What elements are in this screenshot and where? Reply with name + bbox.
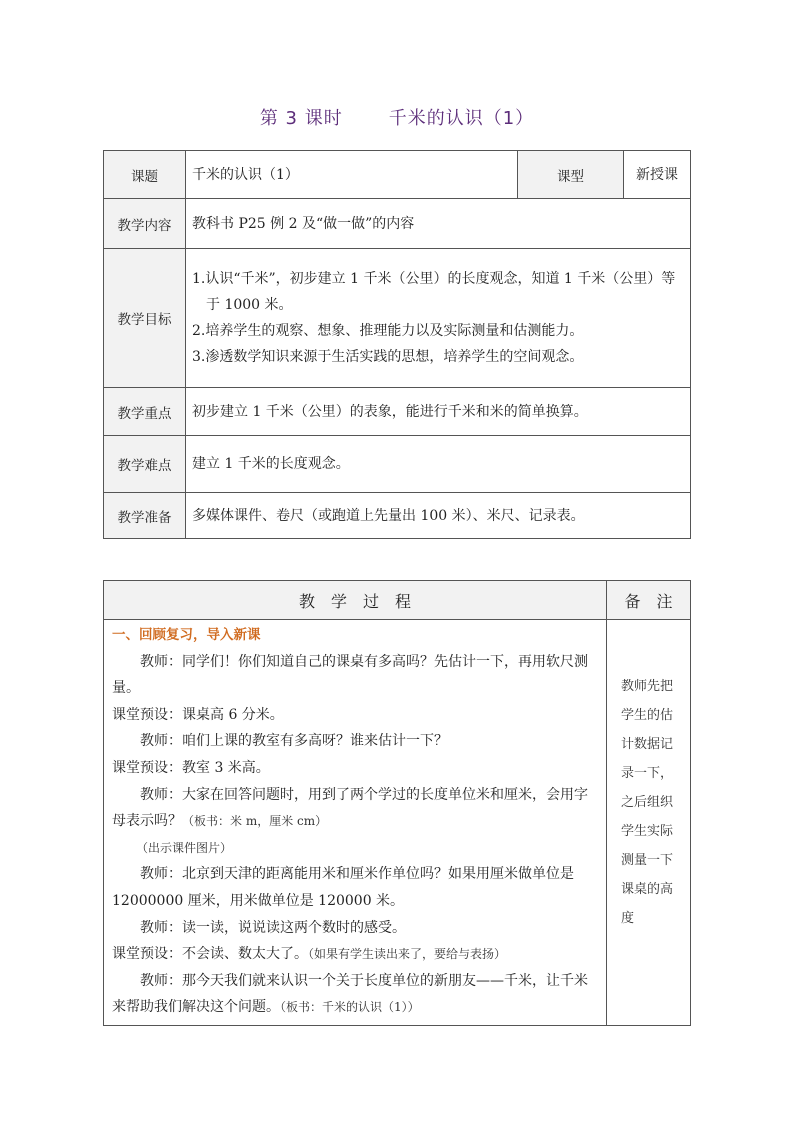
dialog-text: 教师：大家在回答问题时，用到了两个学过的长度单位米和厘米，会用字母表示吗？ [112,786,588,830]
type-value: 新授课 [624,151,691,199]
dialog-line: 教师：读一读，说说读这两个数时的感受。 [140,919,406,936]
difficulty-value: 建立 1 千米的长度观念。 [186,436,691,493]
dialog-line: 教师：咱们上课的教室有多高呀？谁来估计一下？ [140,733,448,750]
process-header-row [104,581,691,620]
row-goals [104,249,691,388]
process-header: 教 学 过 程 [104,581,607,620]
goals-list [186,249,691,388]
dialog-line: （出示课件图片） [136,840,233,855]
row-key-point [104,388,691,436]
key-label: 教学重点 [104,388,186,436]
notes-header: 备 注 [607,581,691,620]
prep-value: 多媒体课件、卷尺（或跑道上先量出 100 米）、米尺、记录表。 [186,493,691,539]
dialog-line [112,941,600,968]
prep-label: 教学准备 [104,493,186,539]
remark-note: 教师先把学生的估计数据记录一下，之后组织学生实际测量一下课桌的高度 [607,620,691,1026]
row-preparation [104,493,691,539]
goal-item: 2.培养学生的观察、想象、推理能力以及实际测量和估测能力。 [192,323,584,339]
row-topic [104,151,691,199]
lesson-number: 第 3 课时 [259,108,343,129]
dialog-text: 教师：那今天我们就来认识一个关于长度单位的新朋友——千米，让千米来帮助我们解决这个问题。 [112,972,588,1016]
dialog-line: 教师：同学们！你们知道自己的课桌有多高吗？先估计一下，再用软尺测量。 [112,653,588,697]
content-label: 教学内容 [104,199,186,249]
section-title: 一、回顾复习，导入新课 [112,627,261,643]
process-body-row [104,620,691,1026]
teacher-note: （如果有学生读出来了，要给与表扬） [308,947,507,962]
teaching-process-table [103,580,691,1026]
board-note: （板书：米 m，厘米 cm） [182,814,328,829]
board-note: （板书：千米的认识（1）） [280,1000,420,1015]
content-value: 教科书 P25 例 2 及“做一做”的内容 [186,199,691,249]
key-value: 初步建立 1 千米（公里）的表象，能进行千米和米的简单换算。 [186,388,691,436]
dialog-line [112,782,600,835]
page-title [0,104,794,130]
dialog-text: 课堂预设：不会读、数太大了。 [112,946,308,963]
dialog-line: 课堂预设：教室 3 米高。 [112,759,270,776]
lesson-topic: 千米的认识（1） [388,108,535,129]
process-content [104,620,607,1026]
type-label: 课型 [518,151,624,199]
row-difficulty [104,436,691,493]
dialog-line [112,968,600,1021]
row-content [104,199,691,249]
topic-value: 千米的认识（1） [186,151,518,199]
topic-label: 课题 [104,151,186,199]
goal-item: 1.认识“千米”，初步建立 1 千米（公里）的长度观念，知道 1 千米（公里）等于 1000 米。 [192,271,676,313]
difficulty-label: 教学难点 [104,436,186,493]
goal-item: 3.渗透数学知识来源于生活实践的思想，培养学生的空间观念。 [192,349,584,365]
lesson-info-table [103,150,691,539]
goals-label: 教学目标 [104,249,186,388]
dialog-line: 教师：北京到天津的距离能用米和厘米作单位吗？如果用厘米做单位是 12000000 厘米，用米做单位是 120000 米。 [112,866,574,909]
dialog-line: 课堂预设：课桌高 6 分米。 [112,706,284,723]
